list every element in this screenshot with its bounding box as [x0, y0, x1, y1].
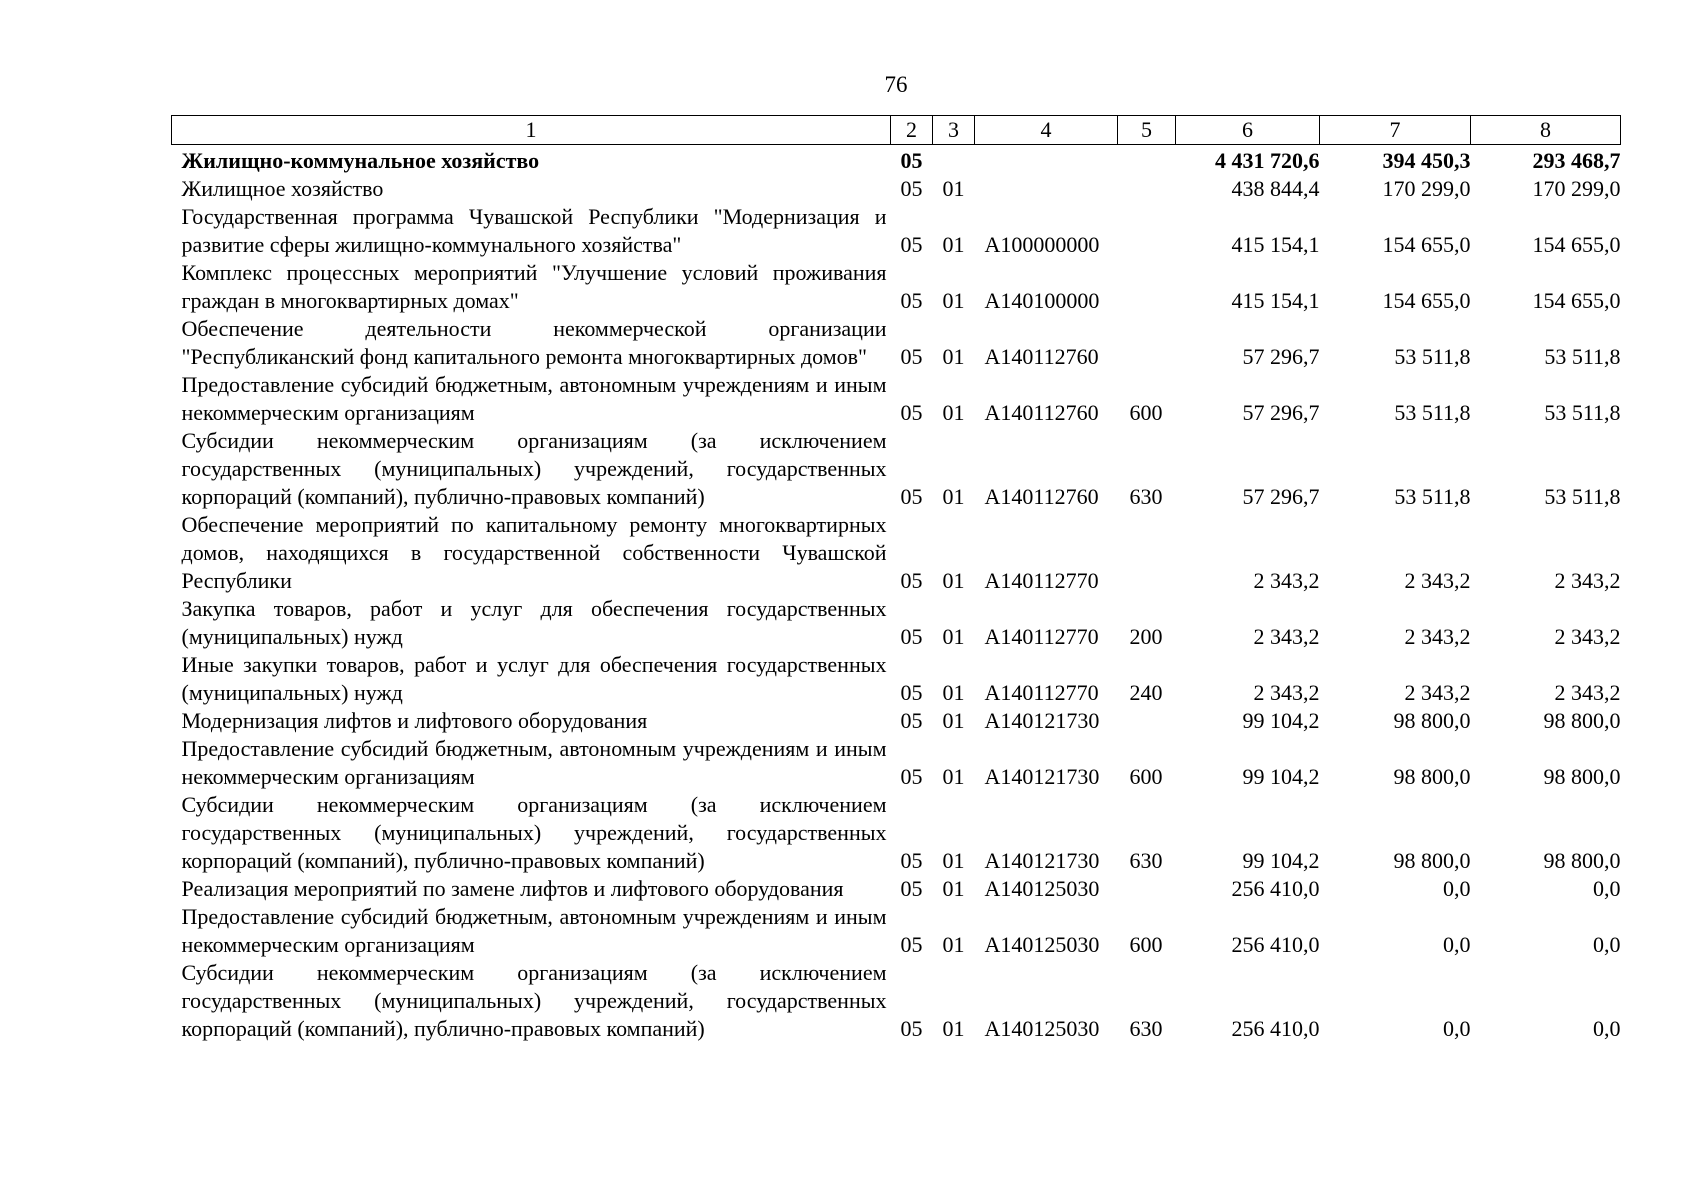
table-row — [172, 259, 1621, 315]
table-body — [172, 145, 1621, 1044]
table-row — [172, 903, 1621, 959]
table-row — [172, 651, 1621, 707]
row-target-article: А100000000 — [984, 232, 1100, 257]
row-amount-col7: 2 343,2 — [1404, 624, 1471, 649]
header-col-2: 2 — [891, 116, 933, 145]
table-row — [172, 427, 1621, 511]
row-amount-col8: 154 655,0 — [1532, 288, 1621, 313]
table-header — [172, 116, 1621, 145]
row-expense-type — [1118, 145, 1176, 176]
row-amount-col6: 415 154,1 — [1231, 232, 1320, 257]
row-amount-col6: 2 343,2 — [1253, 624, 1320, 649]
row-amount-col7: 53 511,8 — [1394, 484, 1471, 509]
row-amount-col7: 2 343,2 — [1404, 568, 1471, 593]
row-amount-col6: 57 296,7 — [1242, 484, 1320, 509]
table-row — [172, 145, 1621, 176]
row-target-article: А140112770 — [984, 568, 1099, 593]
row-amount-col8: 53 511,8 — [1544, 344, 1621, 369]
row-name: Обеспечение мероприятий по капитальному ремонту многоквартирных домов, находящихся в государственной собственности Чувашской Республики — [181, 512, 887, 593]
row-name: Модернизация лифтов и лифтового оборудования — [181, 708, 648, 733]
row-name: Субсидии некоммерческим организациям (за исключением государственных (муниципальных) учреждений, государственных корпораций (компаний), публично-правовых компаний) — [181, 960, 887, 1041]
row-amount-col8: 0,0 — [1593, 1016, 1621, 1041]
row-expense-type: 600 — [1129, 764, 1163, 789]
row-subsection: 01 — [942, 568, 965, 593]
row-name: Реализация мероприятий по замене лифтов и лифтового оборудования — [181, 876, 844, 901]
row-subsection — [933, 145, 975, 176]
row-expense-type — [1118, 203, 1176, 259]
row-name: Предоставление субсидий бюджетным, автономным учреждениям и иным некоммерческим организациям — [181, 372, 887, 425]
header-col-6: 6 — [1176, 116, 1320, 145]
row-expense-type — [1118, 175, 1176, 203]
table-row — [172, 791, 1621, 875]
row-amount-col7: 98 800,0 — [1393, 764, 1471, 789]
row-section: 05 — [900, 708, 923, 733]
row-target-article: А140100000 — [984, 288, 1100, 313]
row-subsection: 01 — [942, 288, 965, 313]
row-amount-col7: 53 511,8 — [1394, 400, 1471, 425]
table-row — [172, 707, 1621, 735]
row-name: Жилищно-коммунальное хозяйство — [181, 148, 540, 173]
page-number: 76 — [884, 72, 908, 97]
row-name: Предоставление субсидий бюджетным, автономным учреждениям и иным некоммерческим организациям — [181, 904, 887, 957]
row-amount-col6: 57 296,7 — [1242, 344, 1320, 369]
row-subsection: 01 — [942, 848, 965, 873]
row-section: 05 — [900, 848, 923, 873]
row-name: Комплекс процессных мероприятий "Улучшение условий проживания граждан в многоквартирных домах" — [181, 260, 887, 313]
row-target-article: А140121730 — [984, 708, 1100, 733]
row-subsection: 01 — [942, 932, 965, 957]
row-section: 05 — [900, 288, 923, 313]
row-target-article: А140112760 — [984, 400, 1099, 425]
row-amount-col6: 256 410,0 — [1231, 1016, 1320, 1041]
row-amount-col7: 0,0 — [1443, 876, 1471, 901]
row-amount-col7: 0,0 — [1443, 932, 1471, 957]
row-subsection: 01 — [942, 232, 965, 257]
row-target-article: А140112760 — [984, 484, 1099, 509]
row-amount-col8: 98 800,0 — [1543, 764, 1621, 789]
row-amount-col6: 4 431 720,6 — [1215, 148, 1320, 173]
row-section: 05 — [900, 400, 923, 425]
row-subsection: 01 — [942, 624, 965, 649]
row-name: Предоставление субсидий бюджетным, автономным учреждениям и иным некоммерческим организациям — [181, 736, 887, 789]
row-expense-type: 240 — [1129, 680, 1163, 705]
row-amount-col6: 2 343,2 — [1253, 680, 1320, 705]
row-expense-type — [1118, 259, 1176, 315]
row-section: 05 — [900, 148, 923, 173]
row-amount-col8: 98 800,0 — [1543, 848, 1621, 873]
row-name: Обеспечение деятельности некоммерческой организации "Республиканский фонд капитального ремонта многоквартирных домов" — [181, 316, 887, 369]
header-col-4: 4 — [975, 116, 1118, 145]
row-subsection: 01 — [942, 876, 965, 901]
row-amount-col7: 98 800,0 — [1393, 848, 1471, 873]
header-col-3: 3 — [933, 116, 975, 145]
budget-table — [171, 115, 1621, 1043]
row-amount-col8: 98 800,0 — [1543, 708, 1621, 733]
row-amount-col7: 98 800,0 — [1393, 708, 1471, 733]
row-name: Субсидии некоммерческим организациям (за исключением государственных (муниципальных) учреждений, государственных корпораций (компаний), публично-правовых компаний) — [181, 428, 887, 509]
table-row — [172, 203, 1621, 259]
row-target-article — [975, 175, 1118, 203]
header-col-8: 8 — [1471, 116, 1621, 145]
row-amount-col6: 438 844,4 — [1231, 176, 1320, 201]
row-section: 05 — [900, 876, 923, 901]
row-expense-type — [1118, 315, 1176, 371]
row-section: 05 — [900, 932, 923, 957]
row-subsection: 01 — [942, 484, 965, 509]
row-subsection: 01 — [942, 764, 965, 789]
row-amount-col8: 53 511,8 — [1544, 484, 1621, 509]
row-target-article: А140125030 — [984, 1016, 1100, 1041]
header-col-7: 7 — [1320, 116, 1471, 145]
row-target-article: А140112770 — [984, 624, 1099, 649]
row-section: 05 — [900, 1016, 923, 1041]
row-section: 05 — [900, 680, 923, 705]
row-amount-col6: 256 410,0 — [1231, 932, 1320, 957]
row-amount-col6: 99 104,2 — [1242, 708, 1320, 733]
row-section: 05 — [900, 624, 923, 649]
row-amount-col8: 170 299,0 — [1532, 176, 1621, 201]
row-amount-col6: 99 104,2 — [1242, 764, 1320, 789]
table-row — [172, 959, 1621, 1043]
row-amount-col7: 53 511,8 — [1394, 344, 1471, 369]
row-target-article: А140125030 — [984, 932, 1100, 957]
row-amount-col8: 0,0 — [1593, 876, 1621, 901]
row-amount-col6: 99 104,2 — [1242, 848, 1320, 873]
row-expense-type: 200 — [1129, 624, 1163, 649]
row-name: Государственная программа Чувашской Республики "Модернизация и развитие сферы жилищно-коммунального хозяйства" — [181, 204, 887, 257]
row-target-article — [975, 145, 1118, 176]
row-amount-col8: 0,0 — [1593, 932, 1621, 957]
row-target-article: А140121730 — [984, 848, 1100, 873]
row-amount-col6: 415 154,1 — [1231, 288, 1320, 313]
row-section: 05 — [900, 344, 923, 369]
header-row — [172, 116, 1621, 145]
row-expense-type: 630 — [1129, 1016, 1163, 1041]
row-subsection: 01 — [942, 1016, 965, 1041]
row-subsection: 01 — [942, 176, 965, 201]
row-amount-col7: 2 343,2 — [1404, 680, 1471, 705]
header-col-5: 5 — [1118, 116, 1176, 145]
row-subsection: 01 — [942, 344, 965, 369]
row-expense-type — [1118, 511, 1176, 595]
row-subsection: 01 — [942, 680, 965, 705]
row-section: 05 — [900, 764, 923, 789]
row-expense-type: 630 — [1129, 484, 1163, 509]
row-subsection: 01 — [942, 400, 965, 425]
row-name: Жилищное хозяйство — [181, 176, 384, 201]
table-row — [172, 511, 1621, 595]
row-subsection: 01 — [942, 708, 965, 733]
table-row — [172, 371, 1621, 427]
row-target-article: А140112760 — [984, 344, 1099, 369]
row-target-article: А140125030 — [984, 876, 1100, 901]
row-target-article: А140112770 — [984, 680, 1099, 705]
row-name: Субсидии некоммерческим организациям (за исключением государственных (муниципальных) учреждений, государственных корпораций (компаний), публично-правовых компаний) — [181, 792, 887, 873]
row-amount-col8: 2 343,2 — [1554, 624, 1621, 649]
row-expense-type: 600 — [1129, 400, 1163, 425]
row-amount-col8: 154 655,0 — [1532, 232, 1621, 257]
row-amount-col6: 57 296,7 — [1242, 400, 1320, 425]
row-amount-col8: 293 468,7 — [1532, 148, 1621, 173]
header-col-1: 1 — [172, 116, 891, 145]
row-section: 05 — [900, 176, 923, 201]
row-name: Иные закупки товаров, работ и услуг для обеспечения государственных (муниципальных) нужд — [181, 652, 887, 705]
row-amount-col7: 0,0 — [1443, 1016, 1471, 1041]
row-target-article: А140121730 — [984, 764, 1100, 789]
row-amount-col7: 394 450,3 — [1382, 148, 1471, 173]
row-section: 05 — [900, 484, 923, 509]
row-expense-type: 600 — [1129, 932, 1163, 957]
table-row — [172, 175, 1621, 203]
row-expense-type: 630 — [1129, 848, 1163, 873]
row-expense-type — [1118, 875, 1176, 903]
row-section: 05 — [900, 232, 923, 257]
row-amount-col8: 2 343,2 — [1554, 568, 1621, 593]
table-row — [172, 735, 1621, 791]
table-row — [172, 595, 1621, 651]
row-amount-col7: 154 655,0 — [1382, 288, 1471, 313]
table-row — [172, 315, 1621, 371]
row-amount-col6: 256 410,0 — [1231, 876, 1320, 901]
table-row — [172, 875, 1621, 903]
row-expense-type — [1118, 707, 1176, 735]
row-name: Закупка товаров, работ и услуг для обеспечения государственных (муниципальных) нужд — [181, 596, 887, 649]
row-amount-col6: 2 343,2 — [1253, 568, 1320, 593]
row-amount-col7: 154 655,0 — [1382, 232, 1471, 257]
row-amount-col7: 170 299,0 — [1382, 176, 1471, 201]
row-amount-col8: 2 343,2 — [1554, 680, 1621, 705]
row-section: 05 — [900, 568, 923, 593]
row-amount-col8: 53 511,8 — [1544, 400, 1621, 425]
